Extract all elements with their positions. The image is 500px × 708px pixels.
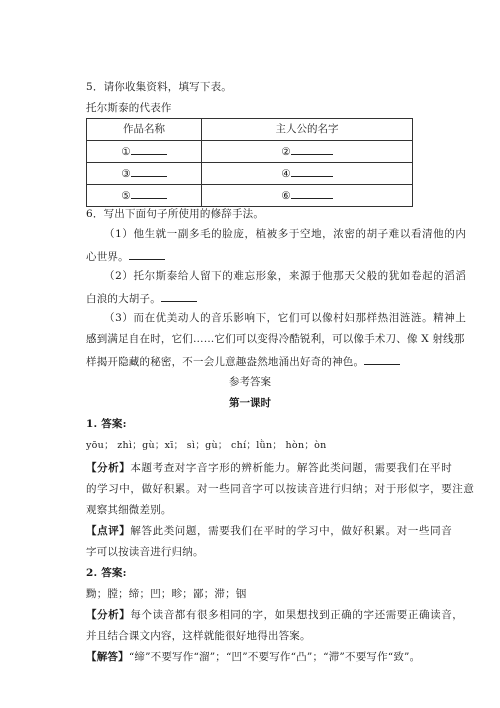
answer-1-analysis-line-3: 观察其细微差别。	[86, 504, 172, 516]
table-header-row	[87, 119, 413, 141]
table-cell: ③	[87, 163, 202, 185]
answer-1-comment-line-1: 【点评】解答此类问题，需要我们在平时的学习中，做好积累。对一些同音	[86, 525, 453, 537]
table-cell: ⑥	[202, 185, 413, 207]
question-5-prompt: 5．请你收集资料，填写下表。	[86, 81, 232, 93]
answer-blank	[129, 250, 165, 260]
sentence-3-line-1: （3）而在优美动人的音乐影响下，它们可以像村妇那样热泪涟涟。精神上	[104, 312, 467, 324]
sentence-3-line-2: 感到满足自在时，它们……它们可以变得冷酷锐利，可以像手术刀、像 X 射线那	[86, 333, 465, 345]
sentence-1-line-1: （1）他生就一副多毛的脸庞，植被多于空地，浓密的胡子难以看清他的内	[104, 228, 467, 240]
header-work-name: 作品名称	[87, 119, 202, 141]
table-row	[87, 185, 413, 207]
lesson-title: 第一课时	[229, 397, 271, 409]
sentence-3-line-3: 样揭开隐藏的秘密，不一会儿意趣盎然地涌出好奇的神色。	[86, 355, 400, 368]
table-row	[87, 141, 413, 163]
answer-2-analysis-line-2: 并且结合课文内容，这样就能很好地得出答案。	[86, 630, 311, 642]
table-cell: ①	[87, 141, 202, 163]
answer-blank	[161, 292, 197, 302]
question-6-prompt: 6．写出下面句子所使用的修辞手法。	[86, 208, 265, 220]
answer-2-solution: 【解答】“缔”不要写作“溜”；“凹”不要写作“凸”；“滞”不要写作“致”。	[86, 651, 421, 663]
sentence-2-line-2: 白浪的大胡子。	[86, 292, 197, 305]
table-caption: 托尔斯泰的代表作	[86, 102, 172, 114]
header-protagonist-name: 主人公的名字	[202, 119, 413, 141]
works-table	[86, 118, 413, 207]
answers-title: 参考答案	[229, 376, 271, 388]
table-cell: ⑤	[87, 185, 202, 207]
answer-1-analysis-line-1: 【分析】本题考查对字音字形的辨析能力。解答此类问题，需要我们在平时	[86, 462, 453, 474]
answer-2-analysis-line-1: 【分析】每个读音都有很多相同的字，如果想找到正确的字还需要正确读音，	[86, 609, 464, 621]
sentence-1-line-2: 心世界。	[86, 250, 165, 263]
answer-1-comment-line-2: 字可以按读音进行归纳。	[86, 546, 204, 558]
answer-1-analysis-line-2: 的学习中，做好积累。对一些同音字可以按读音进行归纳；对于形似字，要注意	[86, 483, 475, 495]
table-cell: ④	[202, 163, 413, 185]
answer-2-label: 2. 答案:	[86, 567, 127, 579]
sentence-2-line-1: （2）托尔斯泰给人留下的难忘形象，来源于他那天父般的犹如卷起的滔滔	[104, 270, 467, 282]
answer-1-label: 1. 答案:	[86, 418, 127, 430]
answer-2-chars: 黝；膛；缔；凹；畛；鄙；滞；铟	[86, 588, 247, 600]
table-cell: ②	[202, 141, 413, 163]
answer-1-pinyin: yōu； zhì；gù；xī； sì；gù； chí；lǜn； hòn；òn	[86, 440, 327, 451]
table-row	[87, 163, 413, 185]
answer-blank	[364, 355, 400, 365]
